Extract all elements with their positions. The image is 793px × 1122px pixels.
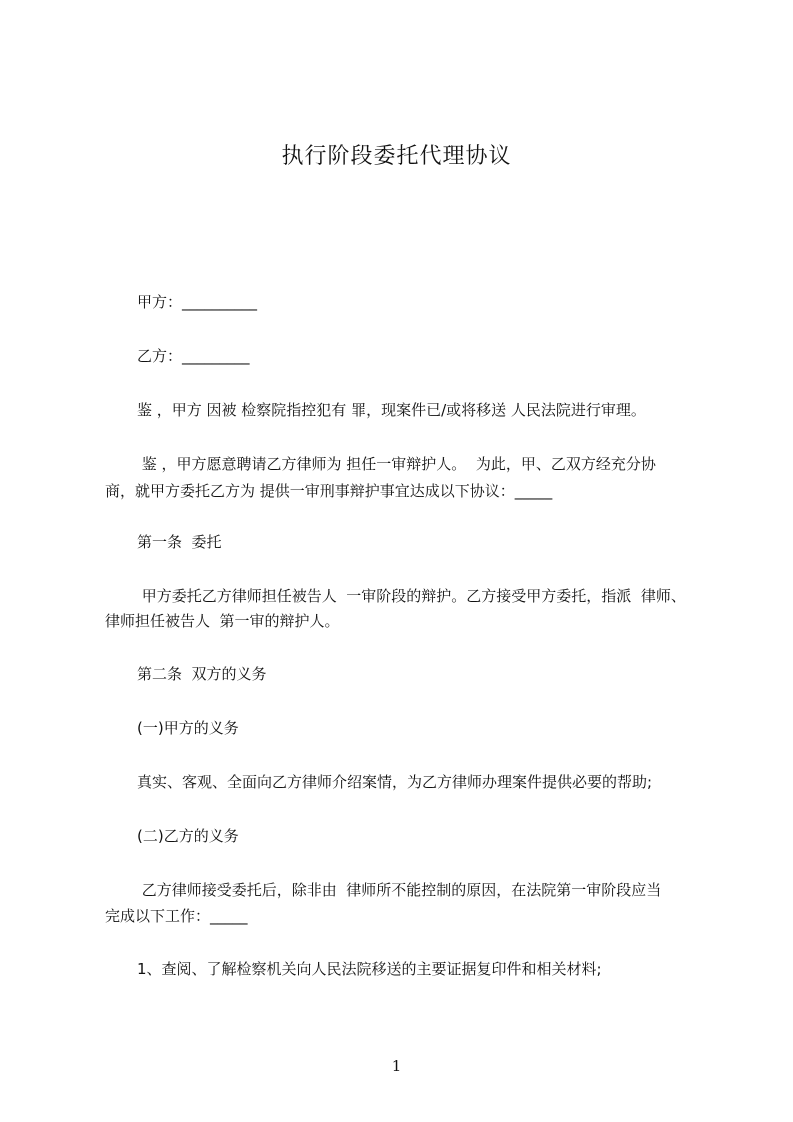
- party-a-line: 甲方：__________: [137, 293, 258, 311]
- page-number: 1: [391, 1057, 402, 1075]
- article-1-line-1: 甲方委托乙方律师担任被告人 一审阶段的辩护。乙方接受甲方委托，指派 律师、: [137, 587, 686, 605]
- section-a-heading: (一)甲方的义务: [137, 719, 239, 737]
- paragraph-2-line-2: 商，就甲方委托乙方为 提供一审刑事辩护事宜达成以下协议：_____: [105, 482, 553, 500]
- section-b-heading: (二)乙方的义务: [137, 827, 239, 845]
- article-1-line-2: 律师担任被告人 第一审的辩护人。: [105, 612, 340, 630]
- item-1: 1、查阅、了解检察机关向人民法院移送的主要证据复印件和相关材料;: [137, 960, 602, 978]
- party-b-line: 乙方：_________: [137, 347, 250, 365]
- document-title: 执行阶段委托代理协议: [281, 144, 512, 169]
- article-2-heading: 第二条 双方的义务: [137, 665, 267, 683]
- paragraph-1: 鉴 ，甲方 因被 检察院指控犯有 罪，现案件已/或将移送 人民法院进行审理。: [137, 401, 646, 419]
- article-1-heading: 第一条 委托: [137, 533, 222, 551]
- paragraph-2-line-1: 鉴 ，甲方愿意聘请乙方律师为 担任一审辩护人。 为此，甲、乙双方经充分协: [137, 455, 656, 473]
- section-b-line-2: 完成以下工作：_____: [105, 907, 248, 925]
- section-a-text: 真实、客观、全面向乙方律师介绍案情，为乙方律师办理案件提供必要的帮助;: [137, 773, 653, 791]
- section-b-line-1: 乙方律师接受委托后，除非由 律师所不能控制的原因，在法院第一审阶段应当: [137, 881, 662, 899]
